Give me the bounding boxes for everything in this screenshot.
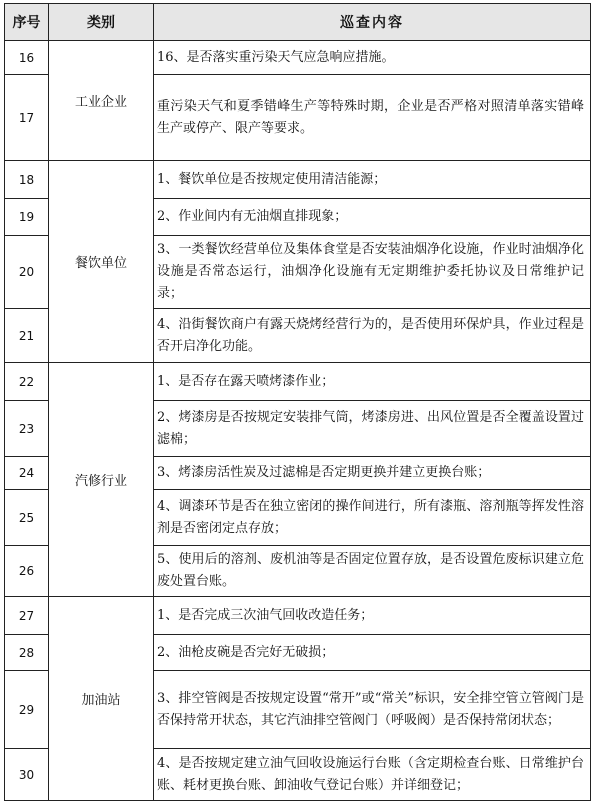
row-number: 29 [5,671,49,749]
table-row [5,161,591,199]
row-number: 16 [5,41,49,75]
row-content: 4、调漆环节是否在独立密闭的操作间进行，所有漆瓶、溶剂瓶等挥发性溶剂是否密闭定点存放； [154,490,591,546]
row-content: 2、作业间内有无油烟直排现象； [154,199,591,236]
row-number: 21 [5,309,49,363]
row-number: 30 [5,749,49,801]
row-content: 1、餐饮单位是否按规定使用清洁能源； [154,161,591,199]
inspection-table [4,3,591,801]
row-number: 24 [5,457,49,490]
row-content: 2、烤漆房是否按规定安装排气筒，烤漆房进、出风位置是否全覆盖设置过滤棉； [154,401,591,457]
row-content: 4、沿街餐饮商户有露天烧烤经营行为的，是否使用环保炉具，作业过程是否开启净化功能。 [154,309,591,363]
category-industrial: 工业企业 [49,41,154,161]
row-number: 17 [5,75,49,161]
category-auto-repair: 汽修行业 [49,363,154,597]
header-content: 巡查内容 [154,4,591,41]
table-header-row [5,4,591,41]
header-category: 类别 [49,4,154,41]
category-catering: 餐饮单位 [49,161,154,363]
row-number: 27 [5,597,49,635]
row-content: 3、烤漆房活性炭及过滤棉是否定期更换并建立更换台账； [154,457,591,490]
table-row [5,41,591,75]
row-content: 1、是否完成三次油气回收改造任务； [154,597,591,635]
table-row [5,597,591,635]
row-number: 28 [5,635,49,671]
row-content: 重污染天气和夏季错峰生产等特殊时期，企业是否严格对照清单落实错峰生产或停产、限产等要求。 [154,75,591,161]
row-content: 1、是否存在露天喷烤漆作业； [154,363,591,401]
row-number: 23 [5,401,49,457]
category-gas-station: 加油站 [49,597,154,801]
row-number: 25 [5,490,49,546]
row-number: 20 [5,236,49,309]
row-content: 3、一类餐饮经营单位及集体食堂是否安装油烟净化设施，作业时油烟净化设施是否常态运行，油烟净化设施有无定期维护委托协议及日常维护记录； [154,236,591,309]
row-number: 19 [5,199,49,236]
header-number: 序号 [5,4,49,41]
row-number: 18 [5,161,49,199]
row-content: 3、排空管阀是否按规定设置“常开”或“常关”标识，安全排空管立管阀门是否保持常开状态，其它汽油排空管阀门（呼吸阀）是否保持常闭状态； [154,671,591,749]
row-content: 5、使用后的溶剂、废机油等是否固定位置存放，是否设置危废标识建立危废处置台账。 [154,546,591,597]
row-content: 2、油枪皮碗是否完好无破损； [154,635,591,671]
row-content: 4、是否按规定建立油气回收设施运行台账（含定期检查台账、日常维护台账、耗材更换台账、卸油收气登记台账）并详细登记； [154,749,591,801]
table-row [5,363,591,401]
row-number: 26 [5,546,49,597]
row-number: 22 [5,363,49,401]
row-content: 16、是否落实重污染天气应急响应措施。 [154,41,591,75]
